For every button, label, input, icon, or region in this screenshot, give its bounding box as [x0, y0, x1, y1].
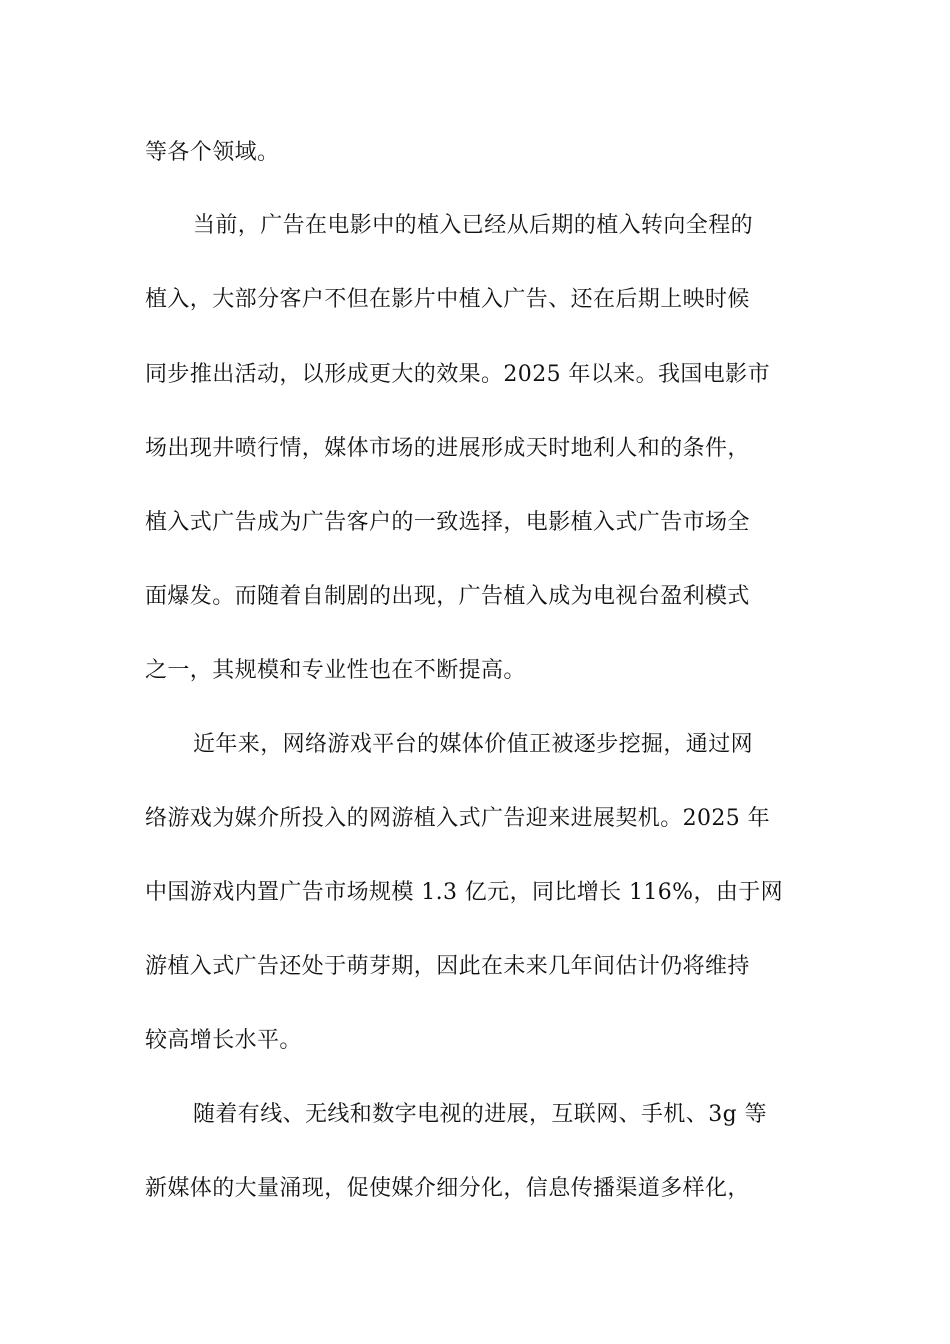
text-line: 面爆发。而随着自制剧的出现，广告植入成为电视台盈利模式 — [145, 584, 750, 609]
text-line: 中国游戏内置广告市场规模 1.3 亿元，同比增长 116%，由于网 — [145, 880, 784, 905]
text-line: 较高增长水平。 — [145, 1028, 302, 1053]
paragraph-first-line: 当前，广告在电影中的植入已经从后期的植入转向全程的 — [193, 213, 754, 238]
paragraph-first-line: 近年来，网络游戏平台的媒体价值正被逐步挖掘，通过网 — [193, 732, 754, 757]
text-line: 同步推出活动，以形成更大的效果。2025 年以来。我国电影市 — [145, 362, 770, 387]
text-line: 之一，其规模和专业性也在不断提高。 — [145, 658, 526, 683]
text-line: 新媒体的大量涌现，促使媒介细分化，信息传播渠道多样化， — [145, 1176, 750, 1201]
text-line: 场出现井喷行情，媒体市场的进展形成天时地利人和的条件， — [145, 436, 750, 461]
text-line: 植入式广告成为广告客户的一致选择，电影植入式广告市场全 — [145, 510, 750, 535]
paragraph-first-line: 随着有线、无线和数字电视的进展，互联网、手机、3g 等 — [193, 1102, 767, 1127]
text-line: 植入，大部分客户不但在影片中植入广告、还在后期上映时候 — [145, 287, 750, 312]
text-line: 游植入式广告还处于萌芽期，因此在未来几年间估计仍将维持 — [145, 954, 750, 979]
text-line: 等各个领域。 — [145, 140, 280, 165]
text-line: 络游戏为媒介所投入的网游植入式广告迎来进展契机。2025 年 — [145, 806, 770, 831]
